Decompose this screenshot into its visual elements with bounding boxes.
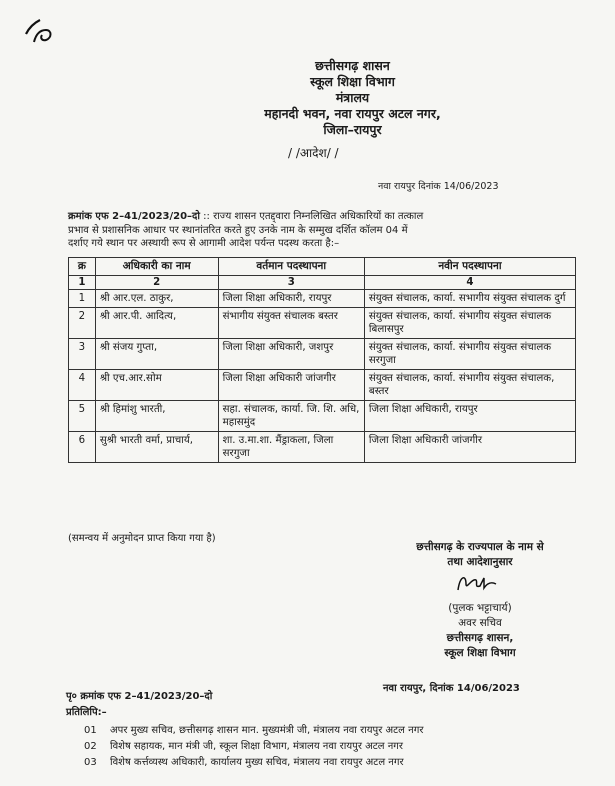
table-row (69, 401, 576, 432)
signatory-name: (पुलक भट्टाचार्य) (448, 602, 512, 614)
endorsement-date: नवा रायपुर, दिनांक 14/06/2023 (383, 683, 520, 694)
item-number: 01 (84, 725, 97, 736)
current-posting: शा. उ.मा.शा. मैंड्राकला, जिला सरगुजा (218, 432, 364, 463)
signatory-org-2: स्कूल शिक्षा विभाग (444, 647, 516, 659)
col-number: 3 (218, 276, 364, 290)
new-posting: संयुक्त संचालक, कार्या. संभागीय संयुक्त संचालक बिलासपुर (364, 308, 575, 339)
intro-line-1: :: राज्य शासन एतद्द्वारा निम्नलिखित अधिकारियों का तत्काल (203, 211, 424, 222)
col-header-current: वर्तमान पदस्थापना (218, 258, 364, 276)
header-government: छत्तीसगढ़ शासन (315, 58, 390, 73)
current-posting: जिला शिक्षा अधिकारी, रायपुर (218, 290, 364, 308)
col-header-sno: क्र (69, 258, 96, 276)
col-number: 1 (69, 276, 96, 290)
current-posting: जिला शिक्षा अधिकारी जांजगीर (218, 370, 364, 401)
signature-icon (450, 570, 510, 596)
new-posting: जिला शिक्षा अधिकारी, रायपुर (364, 401, 575, 432)
signatory-designation: अवर सचिव (458, 617, 502, 629)
handwritten-mark-icon (22, 12, 58, 52)
new-posting: संयुक्त संचालक, कार्या. संभागीय संयुक्त संचालक, बस्तर (364, 370, 575, 401)
signatory-org-1: छत्तीसगढ़ शासन, (446, 632, 514, 644)
header-district: जिला–रायपुर (323, 122, 382, 137)
order-number: क्रमांक एफ 2–41/2023/20–दो (68, 211, 200, 222)
row-number: 4 (69, 370, 96, 401)
row-number: 2 (69, 308, 96, 339)
new-posting: संयुक्त संचालक, कार्या. सभागीय संयुक्त संचालक दुर्ग (364, 290, 575, 308)
table-row (69, 339, 576, 370)
list-item (66, 755, 423, 771)
signature-line-2: तथा आदेशानुसार (447, 556, 513, 568)
table-row (69, 290, 576, 308)
copy-list (66, 723, 423, 771)
new-posting: जिला शिक्षा अधिकारी जांजगीर (364, 432, 575, 463)
item-text: विशेष कर्त्तव्यस्थ अधिकारी, कार्यालय मुख्य सचिव, मंत्रालय नवा रायपुर अटल नगर (110, 757, 404, 768)
officer-name: सुश्री भारती वर्मा, प्राचार्य, (95, 432, 218, 463)
row-number: 1 (69, 290, 96, 308)
col-header-name: अधिकारी का नाम (95, 258, 218, 276)
col-number: 4 (364, 276, 575, 290)
row-number: 3 (69, 339, 96, 370)
list-item (66, 723, 423, 739)
current-posting: सहा. संचालक, कार्या. जि. शि. अधि, महासमुंद (218, 401, 364, 432)
endorsement-order-number: पृ० क्रमांक एफ 2–41/2023/20–दो (66, 691, 213, 702)
row-number: 6 (69, 432, 96, 463)
officer-name: श्री एच.आर.सोम (95, 370, 218, 401)
header-address: महानदी भवन, नवा रायपुर अटल नगर, (264, 106, 441, 121)
officer-name: श्री आर.एल. ठाकुर, (95, 290, 218, 308)
coordination-note: (समन्वय में अनुमोदन प्राप्त किया गया है) (68, 533, 216, 544)
header-department: स्कूल शिक्षा विभाग (310, 74, 395, 89)
item-text: विशेष सहायक, मान मंत्री जी, स्कूल शिक्षा विभाग, मंत्रालय नवा रायपुर अटल नगर (110, 741, 404, 752)
intro-line-3: दर्शाए गये स्थान पर अस्थायी रूप से आगामी आदेश पर्यन्त पदस्थ करता है:– (68, 238, 340, 249)
table-row (69, 308, 576, 339)
copy-title: प्रतिलिपि:– (66, 707, 107, 718)
current-posting: संभागीय संयुक्त संचालक बस्तर (218, 308, 364, 339)
signature-line-1: छत्तीसगढ़ के राज्यपाल के नाम से (416, 541, 544, 553)
order-date: नवा रायपुर दिनांक 14/06/2023 (378, 181, 499, 192)
order-intro (68, 210, 568, 251)
col-number: 2 (95, 276, 218, 290)
order-title: / /आदेश/ / (288, 146, 339, 160)
table-row (69, 370, 576, 401)
intro-line-2: प्रभाव से प्रशासनिक आधार पर स्थानांतरित करते हुए उनके नाम के सम्मुख दर्शित कॉलम 04 में (68, 224, 408, 236)
column-number-row (69, 276, 576, 290)
officer-name: श्री संजय गुप्ता, (95, 339, 218, 370)
table-row (69, 432, 576, 463)
officer-name: श्री हिमांशु भारती, (95, 401, 218, 432)
list-item (66, 739, 423, 755)
new-posting: संयुक्त संचालक, कार्या. संभागीय संयुक्त संचालक सरगुजा (364, 339, 575, 370)
document-header (0, 58, 615, 138)
current-posting: जिला शिक्षा अधिकारी, जशपुर (218, 339, 364, 370)
signature-block (380, 540, 580, 661)
transfer-table (68, 257, 576, 463)
item-number: 02 (84, 741, 97, 752)
officer-name: श्री आर.पी. आदित्य, (95, 308, 218, 339)
header-ministry: मंत्रालय (335, 90, 370, 105)
row-number: 5 (69, 401, 96, 432)
item-text: अपर मुख्य सचिव, छत्तीसगढ़ शासन मान. मुख्यमंत्री जी, मंत्रालय नवा रायपुर अटल नगर (110, 725, 424, 736)
table-header-row (69, 258, 576, 276)
item-number: 03 (84, 757, 97, 768)
col-header-new: नवीन पदस्थापना (364, 258, 575, 276)
